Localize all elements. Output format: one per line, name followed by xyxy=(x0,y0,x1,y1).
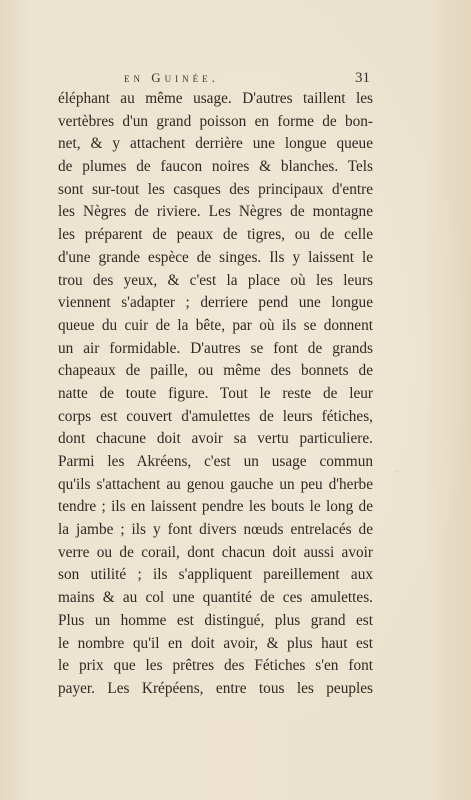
page-number: 31 xyxy=(355,70,370,86)
body-text xyxy=(58,88,373,701)
text-line: mains & au col une quantité de ces amulettes. xyxy=(58,589,373,607)
page-header xyxy=(108,70,370,90)
text-line: payer. Les Krépéens, entre tous les peuples xyxy=(58,679,373,697)
text-line: corps est couvert d'amulettes de leurs fétiches, xyxy=(58,407,373,425)
text-line: net, & y attachent derrière une longue queue xyxy=(58,135,373,153)
text-line: Parmi les Akréens, c'est un usage commun xyxy=(58,453,373,470)
text-line: sont sur-tout les casques des principaux d'entre xyxy=(58,180,373,198)
text-line: son utilité ; ils s'appliquent pareillement aux xyxy=(58,566,373,584)
text-line: Plus un homme est distingué, plus grand est xyxy=(58,611,373,629)
text-line: éléphant au même usage. D'autres taillent les xyxy=(58,90,373,107)
text-line: trou des yeux, & c'est la place où les leurs xyxy=(58,271,373,289)
text-line: le nombre qu'il en doit avoir, & plus haut est xyxy=(58,634,373,652)
text-line: d'une grande espèce de singes. Ils y laissent le xyxy=(58,248,373,266)
paper-stain xyxy=(395,470,399,473)
text-line: de plumes de faucon noires & blanches. Tels xyxy=(58,158,373,176)
text-line: natte de toute figure. Tout le reste de leur xyxy=(58,384,373,402)
text-line: viennent s'adapter ; derriere pend une longue xyxy=(58,294,373,312)
text-line: un air formidable. D'autres se font de grands xyxy=(58,339,373,357)
text-line: tendre ; ils en laissent pendre les bouts le long de xyxy=(58,498,373,516)
text-line: les préparent de peaux de tigres, ou de celle xyxy=(58,226,373,244)
text-line: queue du cuir de la bête, par où ils se donnent xyxy=(58,316,373,334)
text-line: le prix que les prêtres des Fétiches s'en font xyxy=(58,657,373,675)
text-line: dont chacune doit avoir sa vertu particuliere. xyxy=(58,430,373,448)
text-line: qu'ils s'attachent au genou gauche un peu d'herbe xyxy=(58,475,373,493)
text-line: les Nègres de riviere. Les Nègres de montagne xyxy=(58,203,373,221)
text-line: verre ou de corail, dont chacun doit aussi avoir xyxy=(58,543,373,561)
text-line: chapeaux de paille, ou même des bonnets de xyxy=(58,362,373,380)
text-line: la jambe ; ils y font divers nœuds entrelacés de xyxy=(58,521,373,539)
text-line: vertèbres d'un grand poisson en forme de bon- xyxy=(58,112,373,130)
running-title: en Guinée. xyxy=(124,70,219,85)
